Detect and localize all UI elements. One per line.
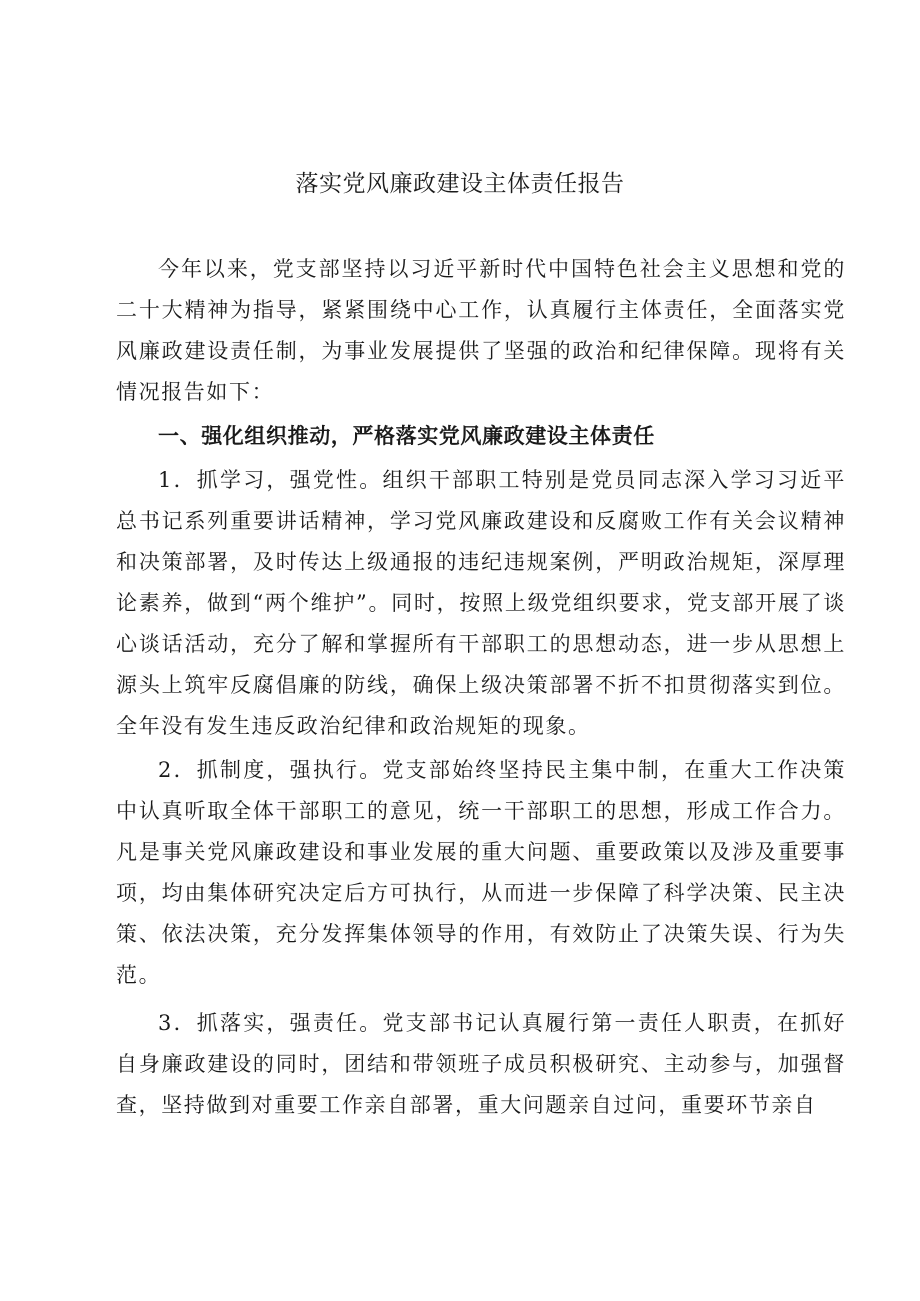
item-1-paragraph: 1．抓学习，强党性。组织干部职工特别是党员同志深入学习习近平总书记系列重要讲话精神，学习党风廉政建设和反腐败工作有关会议精神和决策部署，及时传达上级通报的违纪违规案例，严明政治规矩，深厚理论素养，做到“两个维护”。同时，按照上级党组织要求，党支部开展了谈心谈话活动，充分了解和掌握所有干部职工的思想动态，进一步从思想上源头上筑牢反腐倡廉的防线，确保上级决策部署不折不扣贯彻落实到位。全年没有发生违反政治纪律和政治规矩的现象。 [116, 468, 846, 738]
item-3-paragraph: 3．抓落实，强责任。党支部书记认真履行第一责任人职责，在抓好自身廉政建设的同时，团结和带领班子成员积极研究、主动参与，加强督查，坚持做到对重要工作亲自部署，重大问题亲自过问，重要环节亲自 [116, 1011, 846, 1117]
document-body [116, 249, 846, 1126]
item-2-paragraph: 2．抓制度，强执行。党支部始终坚持民主集中制，在重大工作决策中认真听取全体干部职工的意见，统一干部职工的思想，形成工作合力。凡是事关党风廉政建设和事业发展的重大问题、重要政策以及涉及重要事项，均由集体研究决定后方可执行，从而进一步保障了科学决策、民主决策、依法决策，充分发挥集体领导的作用，有效防止了决策失误、行为失范。 [116, 758, 846, 987]
document-title: 落实党风廉政建设主体责任报告 [295, 171, 625, 197]
section-1-heading: 一、强化组织推动，严格落实党风廉政建设主体责任 [158, 424, 655, 448]
intro-paragraph: 今年以来，党支部坚持以习近平新时代中国特色社会主义思想和党的二十大精神为指导，紧紧围绕中心工作，认真履行主体责任，全面落实党风廉政建设责任制，为事业发展提供了坚强的政治和纪律保障。现将有关情况报告如下： [116, 257, 846, 404]
